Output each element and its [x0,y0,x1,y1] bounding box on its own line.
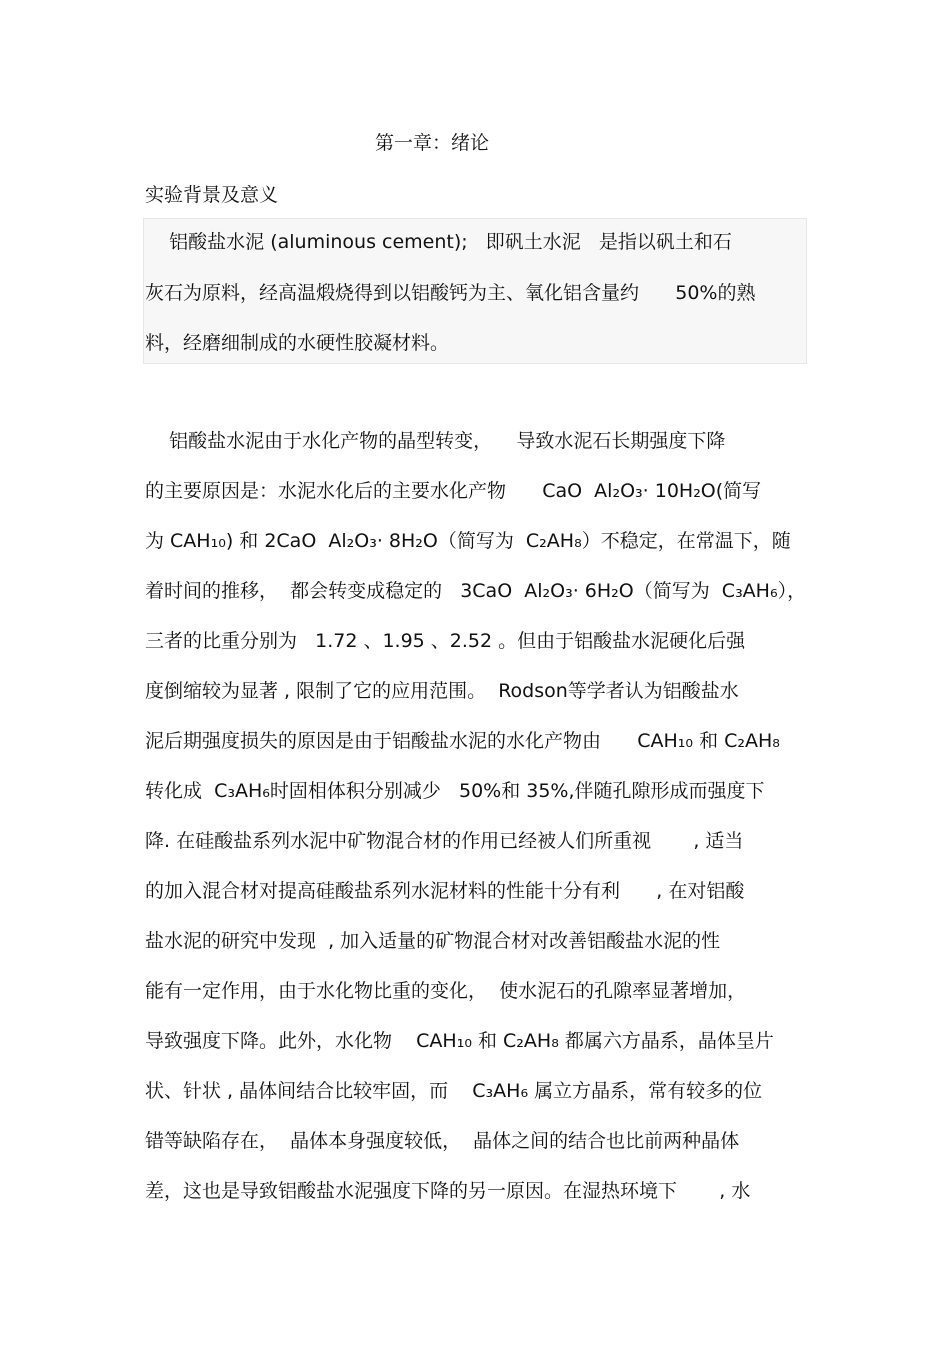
body-line: 为 CAH₁₀) 和 2CaO Al₂O₃· 8H₂O（简写为 C₂AH₈）不稳定，在常温下，随 [145,530,791,552]
body-line: 铝酸盐水泥由于水化产物的晶型转变， 导致水泥石长期强度下降 [145,430,726,452]
chapter-title: 第一章：绪论 [374,132,489,154]
body-line: 降. 在硅酸盐系列水泥中矿物混合材的作用已经被人们所重视 , 适当 [145,830,744,852]
body-line: 差，这也是导致铝酸盐水泥强度下降的另一原因。在湿热环境下 , 水 [145,1180,751,1202]
body-line: 能有一定作用，由于水化物比重的变化， 使水泥石的孔隙率显著增加， [145,980,747,1002]
definition-line: 铝酸盐水泥 (aluminous cement); 即矾土水泥 是指以矾土和石 [145,231,732,253]
body-line: 三者的比重分别为 1.72 、1.95 、2.52 。但由于铝酸盐水泥硬化后强 [145,630,746,652]
section-title: 实验背景及意义 [145,184,279,206]
body-line: 度倒缩较为显著 , 限制了它的应用范围。 Rodson等学者认为铝酸盐水 [145,680,739,702]
body-line: 的加入混合材对提高硅酸盐系列水泥材料的性能十分有利 , 在对铝酸 [145,880,745,902]
body-line: 泥后期强度损失的原因是由于铝酸盐水泥的水化产物由 CAH₁₀ 和 C₂AH₈ [145,730,780,752]
body-line: 状、针状 , 晶体间结合比较牢固，而 C₃AH₆ 属立方晶系，常有较多的位 [145,1080,763,1102]
body-line: 转化成 C₃AH₆时固相体积分别减少 50%和 35%,伴随孔隙形成而强度下 [145,780,765,802]
body-line: 错等缺陷存在， 晶体本身强度较低， 晶体之间的结合也比前两种晶体 [145,1130,740,1152]
body-line: 盐水泥的研究中发现 , 加入适量的矿物混合材对改善铝酸盐水泥的性 [145,930,721,952]
body-line: 的主要原因是：水泥水化后的主要水化产物 CaO Al₂O₃· 10H₂O(简写 [145,480,762,502]
body-line: 着时间的推移， 都会转变成稳定的 3CaO Al₂O₃· 6H₂O（简写为 C₃AH₆）， [145,580,807,602]
definition-line: 灰石为原料，经高温煅烧得到以铝酸钙为主、氧化铝含量约 50%的熟 [145,282,756,304]
body-line: 导致强度下降。此外，水化物 CAH₁₀ 和 C₂AH₈ 都属六方晶系，晶体呈片 [145,1030,774,1052]
definition-line: 料，经磨细制成的水硬性胶凝材料。 [145,332,450,354]
